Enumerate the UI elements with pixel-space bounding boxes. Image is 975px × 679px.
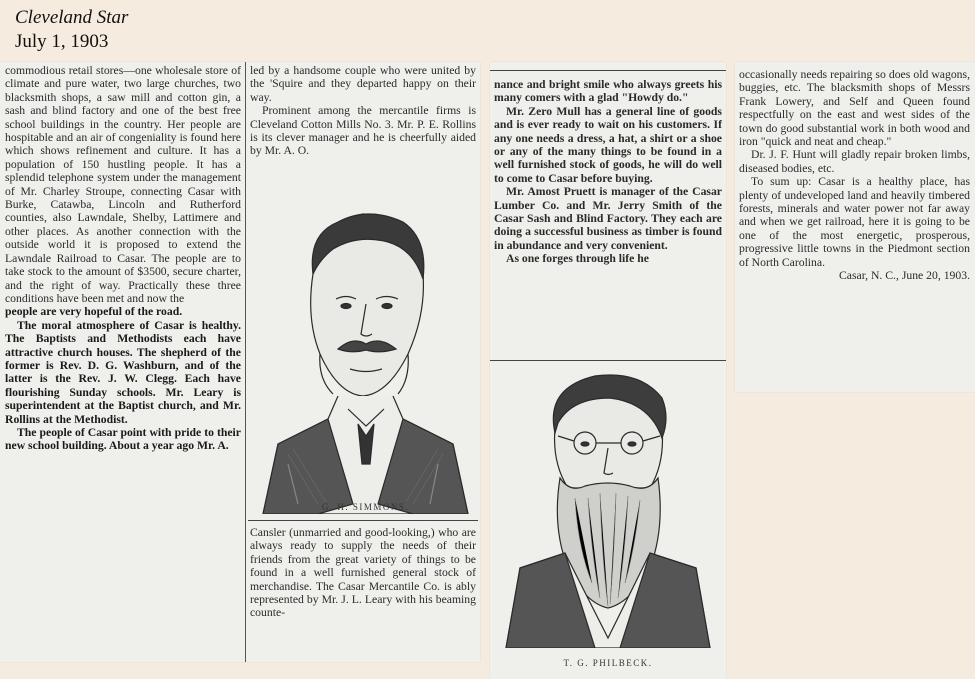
clip3-column-text	[739, 68, 970, 388]
clip1-column-left	[5, 64, 241, 658]
portrait-philbeck	[500, 368, 716, 648]
clip2-portrait-caption: T. G. PHILBECK.	[563, 658, 653, 668]
clip3-dateline: Casar, N. C., June 20, 1903.	[838, 269, 970, 283]
clip1-right-paragraph-2: Prominent among the mercantile firms is Cleveland Cotton Mills No. 3. Mr. P. E. Rollins is its clever manager and he is cheerfully aided by Mr. A. O.	[250, 104, 476, 158]
clip2-mid-rule	[490, 360, 726, 361]
clip2-paragraph-2: Mr. Zero Mull has a general line of goods and is ever ready to wait on his customers. If any one needs a dress, a hat, a shirt or a shoe or any of the many things to be found in a well furnished stock of goods, he will do well to come to Casar before buying.	[494, 104, 722, 185]
clip1-left-paragraph-3: The moral atmosphere of Casar is healthy. The Baptists and Methodists each have attractive church houses. The shepherd of the former is Rev. D. G. Washburn, and of the latter is the Rev. J. W. Clegg. Each have flourishing Sunday schools. Mr. Leary is superintendent at the Baptist church, and Mr. Rollins at the Methodist.	[5, 318, 241, 426]
clip1-right-paragraph-1: led by a handsome couple who were united by the 'Squire and they departed happy on their way.	[250, 64, 476, 104]
clipping-2	[490, 62, 726, 679]
publication-date: July 1, 1903	[15, 31, 109, 52]
clip2-paragraph-3: Mr. Amost Pruett is manager of the Casar Lumber Co. and Mr. Jerry Smith of the Casar Sash and Blind Factory. They each are doing a successful business as timber is found in abundance and very convenient.	[494, 185, 722, 252]
clipping-1	[0, 62, 480, 662]
publication-title: Cleveland Star	[15, 7, 129, 28]
clip3-paragraph-3: To sum up: Casar is a healthy place, has plenty of undeveloped land and heavily timbered forests, minerals and water power not far away and when we get railroad, here it is going to be one of the most energetic, prosperous, progressive little towns in the Piedmont section of North Carolina.	[739, 175, 970, 269]
header	[15, 6, 128, 54]
clip2-paragraph-1: nance and bright smile who always greets his many comers with a glad "Howdy do."	[494, 78, 722, 105]
clip1-column-divider	[245, 62, 246, 662]
portrait-simmons	[258, 204, 473, 514]
clip1-left-paragraph-2: people are very hopeful of the road.	[5, 305, 183, 319]
clip1-left-paragraph-4: The people of Casar point with pride to their new school building. About a year ago Mr. A.	[5, 425, 241, 453]
clip2-paragraph-4: As one forges through life he	[506, 252, 649, 266]
clip1-column-right-top	[250, 64, 476, 194]
clip1-right-paragraph-3: Cansler (unmarried and good-looking,) who are always ready to supply the needs of their friends from the great variety of things to be found in a well furnished general stock of merchandise. The Casar Mercantile Co. is ably represented by Mr. J. L. Leary with his beaming counte-	[250, 526, 476, 620]
clip1-left-paragraph-1: commodious retail stores—one wholesale store of climate and pure water, two large churches, two blacksmith shops, a saw mill and cotton gin, a sash and blind factory and one of the best free school buildings in the country. Her people are hospitable and an air of congeniality is found here which shows refinement and culture. It has a population of 150 hustling people. It has a splendid telephone system under the management of Mr. Charley Stroupe, connecting Casar with Burke, Catawba, Lincoln and Rutherford counties, also Lawndale, Shelby, Lattimere and other places. As another connection with the outside world it is proposed to extend the Lawndale Railroad to Casar. The people are to take stock to the amount of $3500, secure charter, and the right of way. Practically these three conditions have been met and now the	[5, 64, 241, 305]
clip2-top-rule	[490, 70, 726, 71]
clipping-3	[735, 62, 975, 392]
clip1-portrait-caption: G. H. SIMMONS.	[321, 502, 410, 512]
clip3-paragraph-1: occasionally needs repairing so does old wagons, buggies, etc. The blacksmith shops of Messrs Frank Lowery, and Self and Queen found respectfully on the east and west sides of the town do good substantial work in both wood and iron "quick and neat and cheap."	[739, 68, 970, 149]
clip1-column-right-bottom	[250, 526, 476, 660]
clip2-column-text	[494, 78, 722, 356]
clip1-portrait-rule	[248, 520, 478, 521]
clip3-paragraph-2: Dr. J. F. Hunt will gladly repair broken limbs, diseased bodies, etc.	[739, 148, 970, 175]
